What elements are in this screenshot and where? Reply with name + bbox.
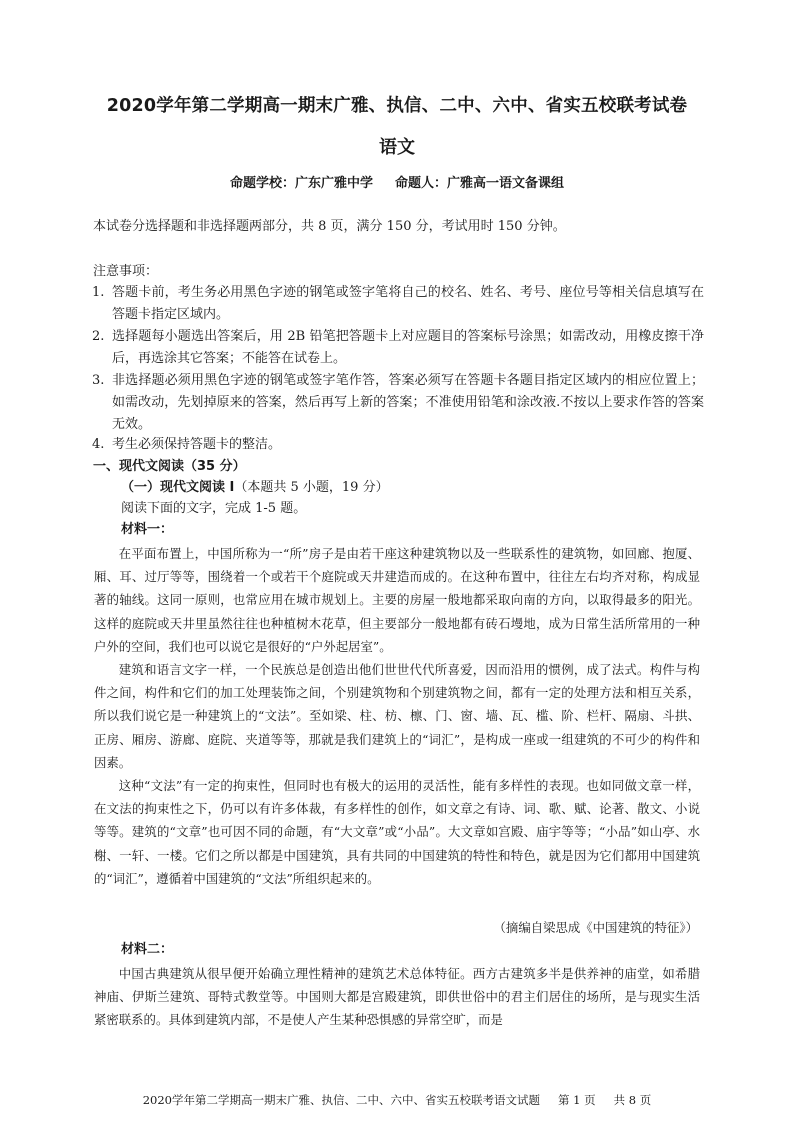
subsection-note: （本题共 5 小题，19 分）: [234, 480, 389, 495]
note-item-4: [92, 434, 704, 456]
setter-author: 命题人：广雅高一语文备课组: [395, 176, 565, 191]
note-number: 1.: [92, 285, 105, 300]
footer-exam-name: 2020学年第二学期高一期末广雅、执信、二中、六中、省实五校联考语文试题: [142, 1093, 540, 1107]
note-text: 答题卡前，考生务必用黑色字迹的钢笔或签字笔将自己的校名、姓名、考号、座位号等相关信息填写在答题卡指定区域内。: [112, 285, 704, 322]
subsection-title: （一）现代文阅读 I: [121, 480, 235, 495]
material-2-label: 材料二：: [121, 942, 174, 957]
material-1-source: （摘编自梁思成《中国建筑的特征》）: [493, 920, 698, 935]
setter-school: 命题学校：广东广雅中学: [229, 176, 373, 191]
note-item-2: [92, 326, 704, 370]
material-2-paragraph: 中国古典建筑从很早便开始确立理性精神的建筑艺术总体特征。西方古建筑多半是供养神的庙堂，如希腊神庙、伊斯兰建筑、哥特式教堂等。中国则大都是宫殿建筑，即供世俗中的君主们居住的场所，是与现实生活紧密联系的。具体到建筑内部，不是使人产生某种恐惧感的异常空旷，而是: [94, 966, 700, 1028]
page-footer: [0, 1092, 794, 1108]
material-1-paragraph: 在平面布置上，中国所称为一“所”房子是由若干座这种建筑物以及一些联系性的建筑物，如回廊、抱厦、厢、耳、过厅等等，围绕着一个或若干个庭院或天井建造而成的。在这种布置中，往往左右均齐对称，构成显著的轴线。这同一原则，也常应用在城市规划上。主要的房屋一般地都采取向南的方向，以取得最多的阳光。这样的庭院或天井里虽然往往也种植树木花草，但主要部分一般地都有砖石墁地，成为日常生活所常用的一种户外的空间，我们也可以说它是很好的“户外起居室”。: [94, 546, 700, 654]
notes-heading: 注意事项：: [93, 264, 159, 279]
note-text: 考生必须保持答题卡的整洁。: [112, 437, 282, 452]
exam-intro: 本试卷分选择题和非选择题两部分，共 8 页，满分 150 分，考试用时 150 分钟。: [93, 219, 566, 234]
material-1-body: [94, 542, 700, 890]
setter-line: [0, 172, 794, 191]
section-heading: 一、现代文阅读（35 分）: [93, 459, 246, 474]
note-text: 选择题每小题选出答案后，用 2B 铅笔把答题卡上对应题目的答案标号涂黑；如需改动，用橡皮擦干净后，再选涂其它答案；不能答在试卷上。: [112, 329, 704, 366]
footer-total-pages: 共 8 页: [613, 1093, 652, 1107]
material-1-label: 材料一：: [121, 522, 174, 537]
note-text: 非选择题必须用黑色字迹的钢笔或签字笔作答，答案必须写在答题卡各题目指定区域内的相应位置上；如需改动，先划掉原来的答案，然后再写上新的答案；不准使用铅笔和涂改液.不按以上要求作答的答案无效。: [112, 373, 704, 432]
material-1-paragraph: 这种“文法”有一定的拘束性，但同时也有极大的运用的灵活性，能有多样性的表现。也如同做文章一样，在文法的拘束性之下，仍可以有许多体裁，有多样性的创作，如文章之有诗、词、歌、赋、论著、散文、小说等等。建筑的“文章”也可因不同的命题，有“大文章”或“小品”。大文章如宫殿、庙宇等等；“小品”如山亭、水榭、一轩、一楼。它们之所以都是中国建筑，具有共同的中国建筑的特性和特色，就是因为它们都用中国建筑的“词汇”，遵循着中国建筑的“文法”所组织起来的。: [94, 778, 700, 886]
exam-title: 2020学年第二学期高一期末广雅、执信、二中、六中、省实五校联考试卷: [106, 96, 688, 116]
reading-instruction: 阅读下面的文字，完成 1-5 题。: [121, 501, 307, 516]
subject-title: 语文: [379, 137, 415, 158]
note-item-3: [92, 370, 704, 436]
material-1-paragraph: 建筑和语言文字一样，一个民族总是创造出他们世世代代所喜爱，因而沿用的惯例，成了法式。构件与构件之间，构件和它们的加工处理装饰之间，个别建筑物和个别建筑物之间，都有一定的处理方法和相互关系，所以我们说它是一种建筑上的“文法”。至如梁、柱、枋、檩、门、窗、墙、瓦、槛、阶、栏杆、隔扇、斗拱、正房、厢房、游廊、庭院、夹道等等，那就是我们建筑上的“词汇”，是构成一座或一组建筑的不可少的构件和因素。: [94, 662, 700, 770]
note-number: 4.: [92, 437, 105, 452]
material-2-body: [94, 962, 700, 1032]
note-number: 2.: [92, 329, 105, 344]
subsection-heading: [121, 478, 389, 498]
note-number: 3.: [92, 373, 105, 388]
note-item-1: [92, 282, 704, 326]
footer-page-number: 第 1 页: [557, 1093, 596, 1107]
